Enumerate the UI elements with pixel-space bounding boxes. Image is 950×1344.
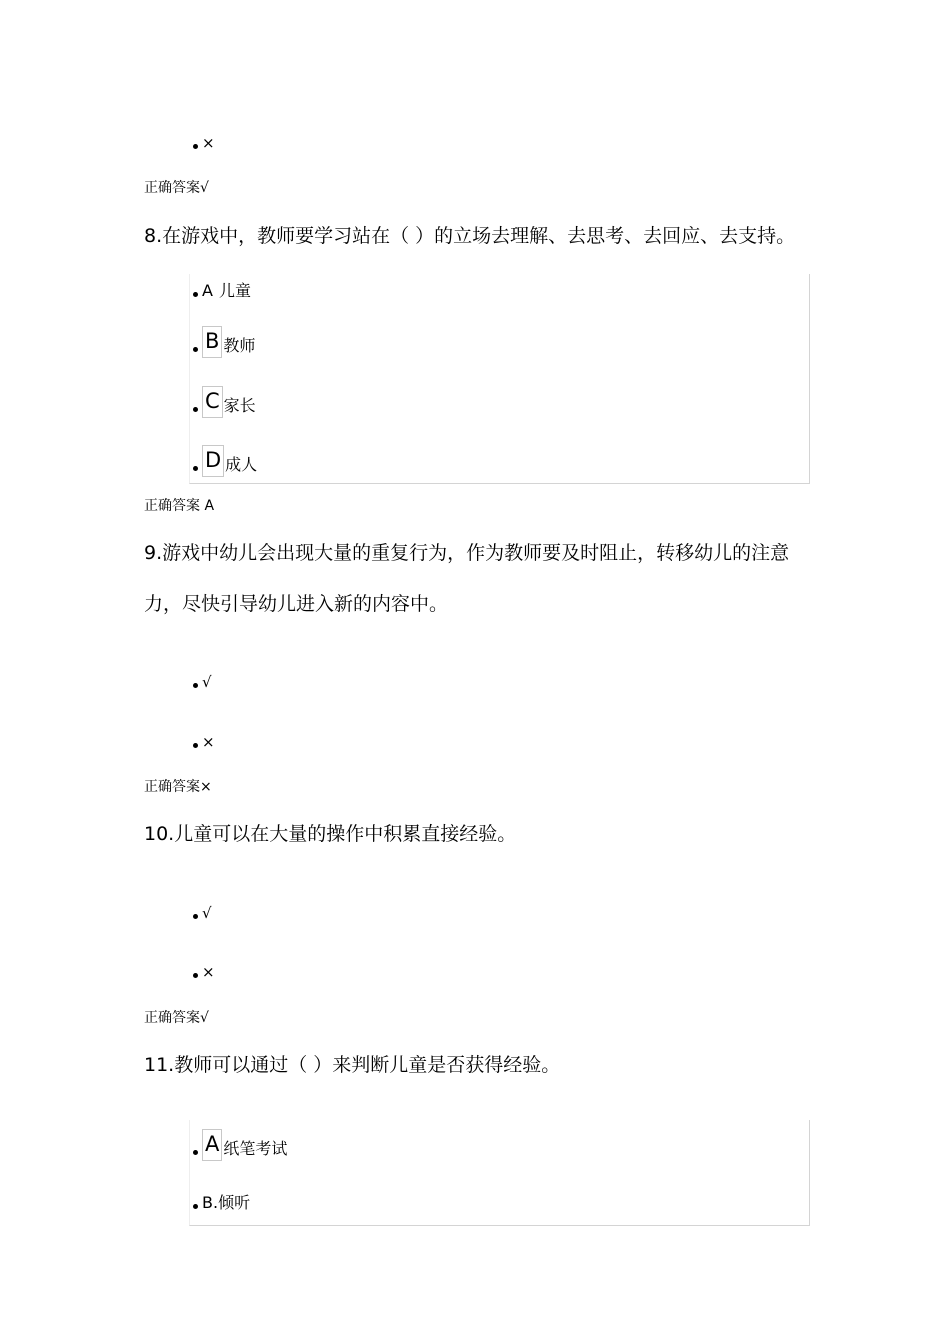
option-false[interactable]: ×	[193, 962, 215, 982]
option-b[interactable]: B 教师	[193, 330, 255, 362]
bullet-icon	[193, 914, 198, 919]
bullet-icon	[193, 466, 198, 471]
option-letter-box: B	[202, 326, 222, 358]
bullet-icon	[193, 144, 198, 149]
bullet-icon	[193, 1150, 198, 1155]
question-11: 11.教师可以通过（ ）来判断儿童是否获得经验。	[144, 1054, 561, 1076]
option-true[interactable]: √	[193, 672, 212, 692]
question-10: 10.儿童可以在大量的操作中积累直接经验。	[144, 823, 517, 845]
option-true[interactable]: √	[193, 903, 212, 923]
bullet-icon	[193, 973, 198, 978]
option-b[interactable]: B.倾听	[193, 1193, 250, 1213]
option-false[interactable]: ×	[193, 133, 215, 153]
option-letter-box: A	[202, 1129, 222, 1161]
question-8: 8.在游戏中，教师要学习站在（ ）的立场去理解、去思考、去回应、去支持。	[144, 225, 796, 247]
option-letter-box: D	[202, 445, 224, 477]
correct-answer: 正确答案×	[144, 779, 212, 795]
correct-answer: 正确答案√	[144, 180, 209, 196]
bullet-icon	[193, 407, 198, 412]
option-a[interactable]: A 儿童	[193, 281, 251, 301]
option-a[interactable]: A 纸笔考试	[193, 1133, 287, 1165]
bullet-icon	[193, 683, 198, 688]
correct-answer: 正确答案√	[144, 1010, 209, 1026]
bullet-icon	[193, 292, 198, 297]
bullet-icon	[193, 347, 198, 352]
bullet-icon	[193, 743, 198, 748]
bullet-icon	[193, 1204, 198, 1209]
option-c[interactable]: C 家长	[193, 390, 256, 422]
question-9-line-2: 力，尽快引导幼儿进入新的内容中。	[144, 593, 449, 615]
option-false[interactable]: ×	[193, 732, 215, 752]
option-letter-box: C	[202, 386, 223, 418]
options-box-q8	[189, 274, 810, 484]
question-9-line-1: 9.游戏中幼儿会出现大量的重复行为，作为教师要及时阻止，转移幼儿的注意	[144, 542, 790, 564]
correct-answer: 正确答案 A	[144, 498, 215, 514]
option-d[interactable]: D 成人	[193, 449, 257, 481]
